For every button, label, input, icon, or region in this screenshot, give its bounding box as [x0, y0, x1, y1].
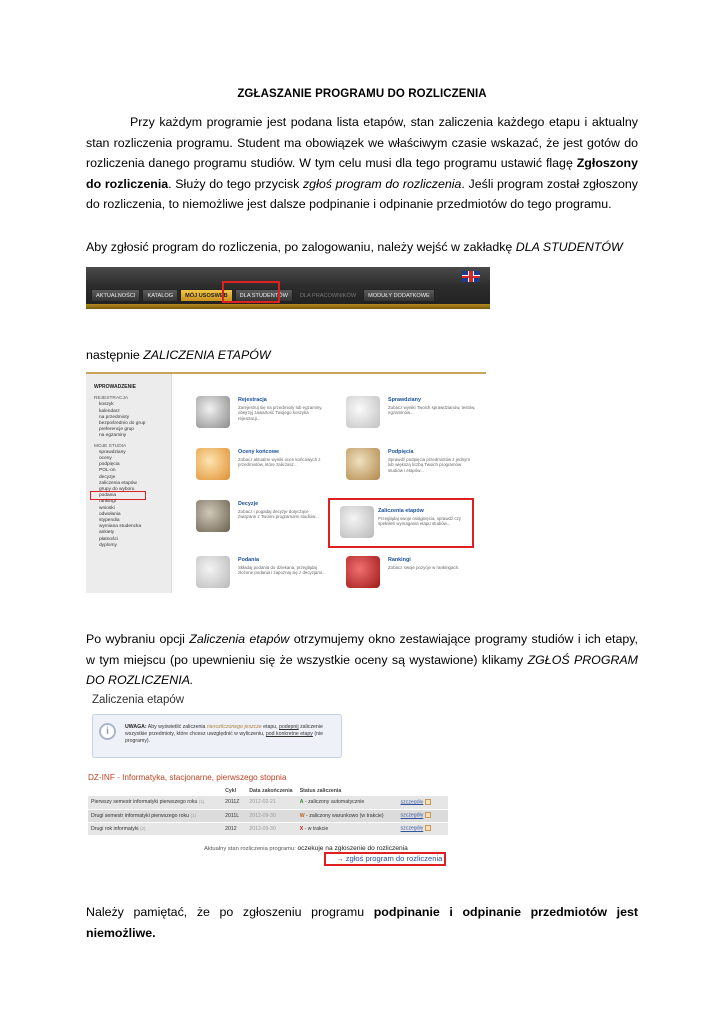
stage-credits-screenshot [86, 692, 450, 872]
details-link[interactable]: szczegóły [398, 796, 448, 809]
side-menu: WPROWADZENIE REJESTRACJA koszyk kalendarz na przedmioty bezpośrednio do grup preferencje grup na egzaminy MOJE STUDIA sprawdziany oceny podpięcia POL-on decyzje zaliczenia etapów grupy do wyboru podania rankingi wnioski odwołania stypendia wymiana studencka ankiety płatności dyplomy [86, 374, 172, 593]
stamp-icon [196, 500, 230, 532]
flag-name: Zgłoszony do rozliczenia [86, 156, 638, 191]
paperclip-icon [346, 448, 380, 480]
info-icon: i [99, 723, 116, 740]
side-item[interactable]: dyplomy [99, 542, 117, 548]
details-link[interactable]: szczegóły [398, 822, 448, 835]
highlight-box [90, 491, 146, 500]
program-heading: DZ-INF - Informatyka, stacjonarne, pierwszego stopnia [88, 773, 287, 782]
highlight-box [222, 281, 280, 303]
side-item[interactable]: płatności [99, 536, 118, 542]
menu-tab-my-usosweb[interactable]: MÓJ USOSWEB [180, 289, 233, 302]
module-tiles [196, 394, 486, 593]
side-item[interactable]: koszyk [99, 402, 114, 408]
stages-table: Cykl Data zakończenia Status zaliczenia Pierwszy semestr informatyki pierwszego roku (1) 2011Z 2012-02-21 A - zaliczony automatycznie szczegóły Drugi semestr informatyki pierwszego roku (1) 2011L 2012-09-30 W - zaliczony warunkowo (w trakcie) szczegóły Drugi rok informatyki (2) 2012 2013-09-30 X - w trakcie szczegóły [88, 786, 448, 836]
warning-paragraph: Należy pamiętać, że po zgłoszeniu programu podpinanie i odpinanie przedmiotów jest niemożliwe. [86, 905, 638, 940]
side-item[interactable]: podpięcia [99, 462, 120, 468]
tile-decisions[interactable]: Decyzje Zobacz i pogadaj decyzje dotyczące związane z Twoimi programami studiów... [196, 498, 336, 540]
documents-icon [196, 556, 230, 588]
side-item[interactable]: odwołania [99, 511, 121, 517]
tile-rankings[interactable]: Rankingi Zobacz swoje pozycje w rankingach. [346, 554, 486, 593]
grade-card-icon [196, 448, 230, 480]
notice-link[interactable]: podepnij [279, 724, 299, 730]
ranking-blocks-icon [346, 556, 380, 588]
tile-applications[interactable]: Podania Składaj podania do dziekana, przeglądaj złożone podania i zapoznaj się z decyzjami... [196, 554, 336, 593]
side-item[interactable]: kalendarz [99, 408, 120, 414]
side-item[interactable]: oceny [99, 456, 112, 462]
menu-tab-catalog[interactable]: KATALOG [142, 289, 178, 302]
side-item[interactable]: na przedmioty [99, 414, 130, 420]
notice-link[interactable]: pod konkretne etapy [265, 731, 313, 738]
uk-flag-icon[interactable] [462, 271, 480, 282]
table-row: Drugi semestr informatyki pierwszego roku (1) 2011L 2012-09-30 W - zaliczony warunkowo (w trakcie) szczegóły [88, 809, 448, 822]
side-item[interactable]: grupy do wyboru [99, 487, 135, 493]
menu-tab-for-employees[interactable]: DLA PRACOWNIKÓW [299, 293, 357, 299]
side-item[interactable]: ankiety [99, 530, 115, 536]
magnifier-icon[interactable] [425, 799, 431, 805]
menu-tab-news[interactable]: AKTUALNOŚCI [91, 289, 140, 302]
magnifier-icon[interactable] [425, 812, 431, 818]
side-item[interactable]: podania [99, 493, 117, 499]
menu-bar-screenshot [86, 267, 490, 309]
intro-paragraph: Przy każdym programie jest podana lista etapów, stan zaliczenia każdego etapu i aktualny stan rozliczenia programu. Student ma obowiązek we właściwym czasie wskazać, że jest gotów do rozliczenia danego programu studiów. W tym celu musi dla tego programu ustawić flagę Zgłoszony do rozliczenia. Służy do tego przycisk zgłoś program do rozliczenia. Jeśli program został zgłoszony do rozliczenia, to niemożliwe jest dalsze podpinanie i odpinanie przedmiotów do tego programu. [86, 115, 638, 211]
table-row: Drugi rok informatyki (2) 2012 2013-09-30 X - w trakcie szczegóły [88, 822, 448, 835]
certificate-icon [340, 506, 374, 538]
step3-paragraph: Po wybraniu opcji Zaliczenia etapów otrzymujemy okno zestawiające programy studiów i ich etapy, w tym miejscu (po upewnieniu się że wszystkie oceny są wystawione) klikamy ZGŁOŚ PROGRAM DO ROZLICZENIA. [86, 632, 638, 687]
magnifier-icon[interactable] [425, 825, 431, 831]
side-item[interactable]: wnioski [99, 505, 115, 511]
side-item-stages[interactable]: zaliczenia etapów [99, 480, 137, 486]
tile-registration[interactable]: Rejestracja Zarejestruj się na przedmioty lub egzaminy, obejrzyj zawartość Twojego koszyka rejestracji... [196, 394, 336, 436]
side-item[interactable]: preferencje grup [99, 427, 134, 433]
side-item[interactable]: POL-on [99, 468, 116, 474]
tile-stage-credits[interactable]: Zaliczenia etapów Przeglądaj swoje osiągnięcia, sprawdź czy spełniłeś wymagania etapu studiów... [328, 498, 474, 548]
shopping-cart-icon [196, 396, 230, 428]
side-item[interactable]: sprawdziany [99, 449, 126, 455]
button-name: zgłoś program do rozliczenia [302, 176, 462, 191]
side-item[interactable]: decyzje [99, 474, 116, 480]
table-row: Pierwszy semestr informatyki pierwszego roku (1) 2011Z 2012-02-21 A - zaliczony automatycznie szczegóły [88, 796, 448, 809]
side-item[interactable]: na egzaminy [99, 433, 127, 439]
menu-tab-for-students[interactable]: DLA STUDENTÓW [235, 289, 293, 302]
side-item[interactable]: wymiana studencka [99, 524, 142, 530]
menu-tab-modules[interactable]: MODUŁY DODATKOWE [363, 289, 435, 302]
side-item[interactable]: bezpośrednio do grup [99, 421, 146, 427]
tile-tests[interactable]: Sprawdziany Zobacz wyniki Twoich sprawdzianów, testów, egzaminów... [346, 394, 486, 436]
side-item[interactable]: rankingi [99, 499, 116, 505]
current-state: Aktualny stan rozliczenia programu: oczekuje na zgłoszenie do rozliczenia [204, 845, 408, 852]
details-link[interactable]: szczegóły [398, 809, 448, 822]
stages-panel-screenshot [86, 372, 486, 593]
document-title: ZGŁASZANIE PROGRAMU DO ROZLICZENIA [237, 88, 487, 100]
notice-box: i UWAGA: Aby wyświetlić zaliczenia nierozliczonego jeszcze etapu, podepnij zaliczenie wszystkie przedmioty, które chcesz uwzględnić w wyliczeniu, pod konkretne etapy (nie programy). [92, 714, 342, 758]
page-title: Zaliczenia etapów [92, 694, 185, 706]
test-sheets-icon [346, 396, 380, 428]
tile-final-grades[interactable]: Oceny końcowe Zobacz aktualne wyniki ocen końcowych z przedmiotów, które zaliczasz... [196, 446, 336, 488]
side-item[interactable]: stypendia [99, 518, 120, 524]
tile-attachments[interactable]: Podpięcia Sprawdź podpięcia przedmiotów z jednym lub większą liczbą Twoich programów studiów i etapów... [346, 446, 486, 488]
step2-paragraph: następnie ZALICZENIA ETAPÓW [86, 348, 271, 362]
step1-paragraph: Aby zgłosić program do rozliczenia, po zalogowaniu, należy wejść w zakładkę DLA STUDENTÓW [86, 240, 623, 254]
report-program-button[interactable]: → zgłoś program do rozliczenia [324, 852, 446, 866]
